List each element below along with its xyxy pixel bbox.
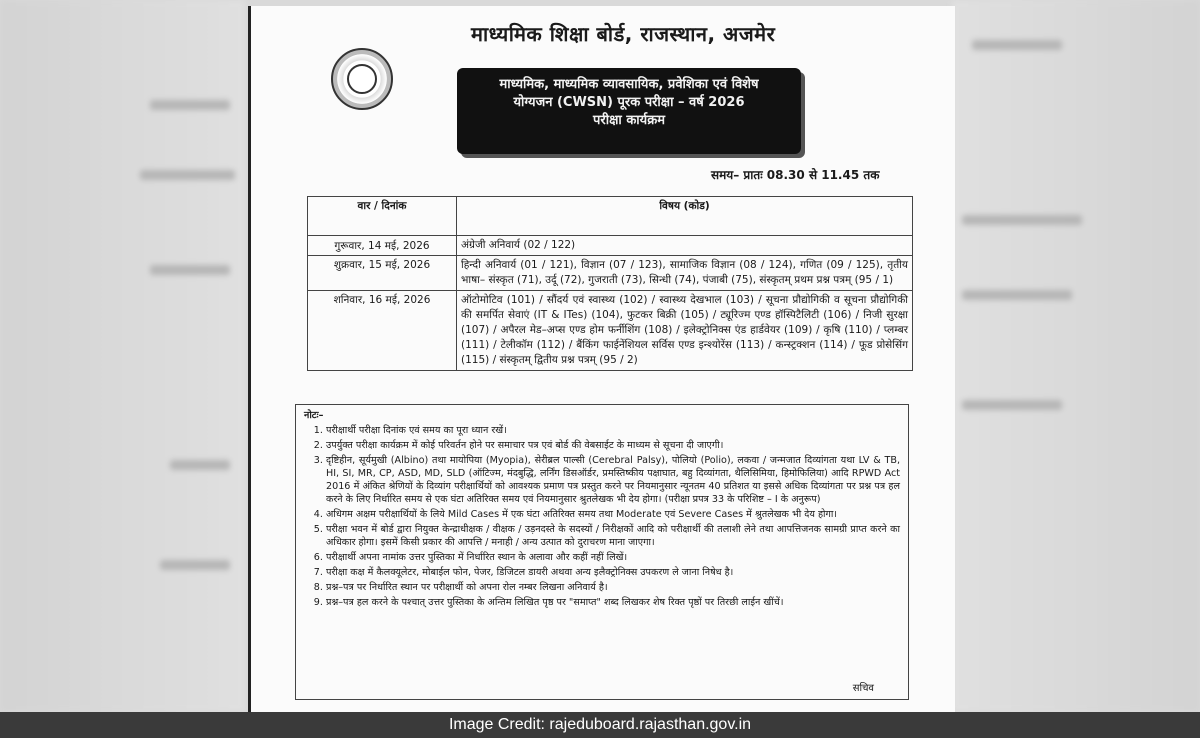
list-item: 1. परीक्षार्थी परीक्षा दिनांक एवं समय का पूरा ध्यान रखें।	[326, 424, 900, 437]
row-subject: ऑटोमोटिव (101) / सौंदर्य एवं स्वास्थ्य (102) / स्वास्थ्य देखभाल (103) / सूचना प्रौद्योगिकी व सूचना प्रौद्योगिकी की समर्पित सेवाएं (IT & ITes) (104), फुटकर बिक्री (105) / ट्यूरिज्म एण्ड हॉस्पिटैलिटी (106) / निजी सुरक्षा (107) / अपैरल मेड–अप्स एण्ड होम फर्नीशिंग (108) / इलेक्ट्रोनिक्स एंड हार्डवेयर (109) / कृषि (110) / प्लम्बर (111) / टेलीकॉम (112) / बैंकिंग फाईनेंशियल सर्विस एण्ड इन्श्योरेंस (113) / कन्स्ट्रक्शन (114) / फूड प्रोसेसिंग (115) / संस्कृतम् द्वितीय प्रश्न पत्रम् (95 / 2)	[457, 291, 913, 371]
row-day: गुरूवार, 14 मई, 2026	[308, 236, 457, 256]
blur-line	[962, 290, 1072, 300]
blur-line	[150, 265, 230, 275]
blur-line	[962, 215, 1082, 225]
banner-line: माध्यमिक, माध्यमिक व्यावसायिक, प्रवेशिका एवं विशेष	[499, 77, 759, 92]
table-header-row	[308, 197, 913, 236]
list-item: 4. अधिगम अक्षम परीक्षार्थियों के लिये Mild Cases में एक घंटा अतिरिक्त समय तथा Moderate एवं Severe Cases में श्रुतलेखक भी देय होगा।	[326, 508, 900, 521]
background-right-blur	[952, 0, 1200, 712]
row-day: शुक्रवार, 15 मई, 2026	[308, 256, 457, 291]
image-credit-bar	[0, 712, 1200, 738]
list-item: 7. परीक्षा कक्ष में कैलक्यूलेटर, मोबाईल फोन, पेजर, डिजिटल डायरी अथवा अन्य इलैक्ट्रोनिक्स उपकरण ले जाना निषेध है।	[326, 566, 900, 579]
row-subject: अंग्रेजी अनिवार्य (02 / 122)	[457, 236, 913, 256]
list-item: 5. परीक्षा भवन में बोर्ड द्वारा नियुक्त केन्द्राधीक्षक / वीक्षक / उड़नदस्ते के सदस्यों / निरीक्षकों आदि को परीक्षार्थी की तलाशी लेने तथा आपत्तिजनक सामग्री प्राप्त करने का अधिकार होगा। इसमें किसी प्रकार की आपत्ति / मनाही / अन्य उत्पात को दुराचरण माना जाएगा।	[326, 523, 900, 549]
image-credit-text: Image Credit: rajeduboard.rajasthan.gov.in	[448, 716, 752, 733]
blur-line	[160, 560, 230, 570]
exam-banner	[457, 68, 801, 154]
notes-heading: नोटः–	[304, 410, 324, 421]
banner-line: योग्यजन (CWSN) पूरक परीक्षा – वर्ष 2026	[513, 95, 745, 110]
table-row	[308, 291, 913, 371]
background-left-blur	[0, 0, 245, 712]
table-row	[308, 256, 913, 291]
board-title: माध्यमिक शिक्षा बोर्ड, राजस्थान, अजमेर	[471, 22, 776, 46]
schedule-table	[307, 196, 913, 371]
list-item: 2. उपर्युक्त परीक्षा कार्यक्रम में कोई परिवर्तन होने पर समाचार पत्र एवं बोर्ड की वेबसाईट के माध्यम से सूचना दी जाएगी।	[326, 439, 900, 452]
blur-line	[150, 100, 230, 110]
row-day: शनिवार, 16 मई, 2026	[308, 291, 457, 371]
board-seal-icon	[331, 48, 393, 110]
notes-list	[304, 424, 900, 609]
exam-time: समय– प्रातः 08.30 से 11.45 तक	[711, 168, 880, 182]
list-item: 8. प्रश्न–पत्र पर निर्धारित स्थान पर परीक्षार्थी को अपना रोल नम्बर लिखना अनिवार्य है।	[326, 581, 900, 594]
list-item: 3. दृष्टिहीन, सूर्यमुखी (Albino) तथा मायोपिया (Myopia), सेरीब्रल पाल्सी (Cerebral Palsy), पोलियो (Polio), लकवा / जन्मजात दिव्यांगता यथा LV & TB, HI, SI, MR, CP, ASD, MD, SLD (ऑटिज्म, मंदबुद्धि, लर्निंग डिसऑर्डर, प्रमस्तिष्कीय पक्षाघात, बहु दिव्यांगता, थैलिसिमिया, हिमोफिलिया) आदि RPWD Act 2016 में अंकित श्रेणियों के दिव्यांग परीक्षार्थियों को आवश्यक प्रमाण पत्र प्रस्तुत करने पर नियमानुसार न्यूनतम 40 प्रतिशत या इससे अधिक दिव्यांगता पर प्रश्न पत्र हल करने के लिए निर्धारित समय से एक घंटा अतिरिक्त समय एवं नियमानुसार श्रुतलेखक भी देय होगा। (परीक्षा प्रपत्र 33 के परिशिष्ट – I के अनुरूप)	[326, 454, 900, 506]
table-row	[308, 236, 913, 256]
blur-line	[140, 170, 235, 180]
notes-box	[295, 404, 909, 700]
header-day: वार / दिनांक	[308, 197, 457, 236]
list-item: 6. परीक्षार्थी अपना नामांक उत्तर पुस्तिका में निर्धारित स्थान के अलावा और कहीं नहीं लिखें।	[326, 551, 900, 564]
banner-line: परीक्षा कार्यक्रम	[593, 113, 665, 128]
exam-schedule-document	[248, 6, 955, 712]
row-subject: हिन्दी अनिवार्य (01 / 121), विज्ञान (07 / 123), सामाजिक विज्ञान (08 / 124), गणित (09 / 125), तृतीय भाषा– संस्कृत (71), उर्दू (72), गुजराती (73), सिन्धी (74), पंजाबी (75), संस्कृतम् प्रथम प्रश्न पत्रम् (95 / 1)	[457, 256, 913, 291]
blur-line	[962, 400, 1062, 410]
header-subject: विषय (कोड)	[457, 197, 913, 236]
blur-line	[170, 460, 230, 470]
signature-label: सचिव	[852, 683, 874, 694]
list-item: 9. प्रश्न–पत्र हल करने के पश्चात् उत्तर पुस्तिका के अन्तिम लिखित पृष्ठ पर "समाप्त" शब्द लिखकर शेष रिक्त पृष्ठों पर तिरछी लाईन खींचें।	[326, 596, 900, 609]
blur-line	[972, 40, 1062, 50]
